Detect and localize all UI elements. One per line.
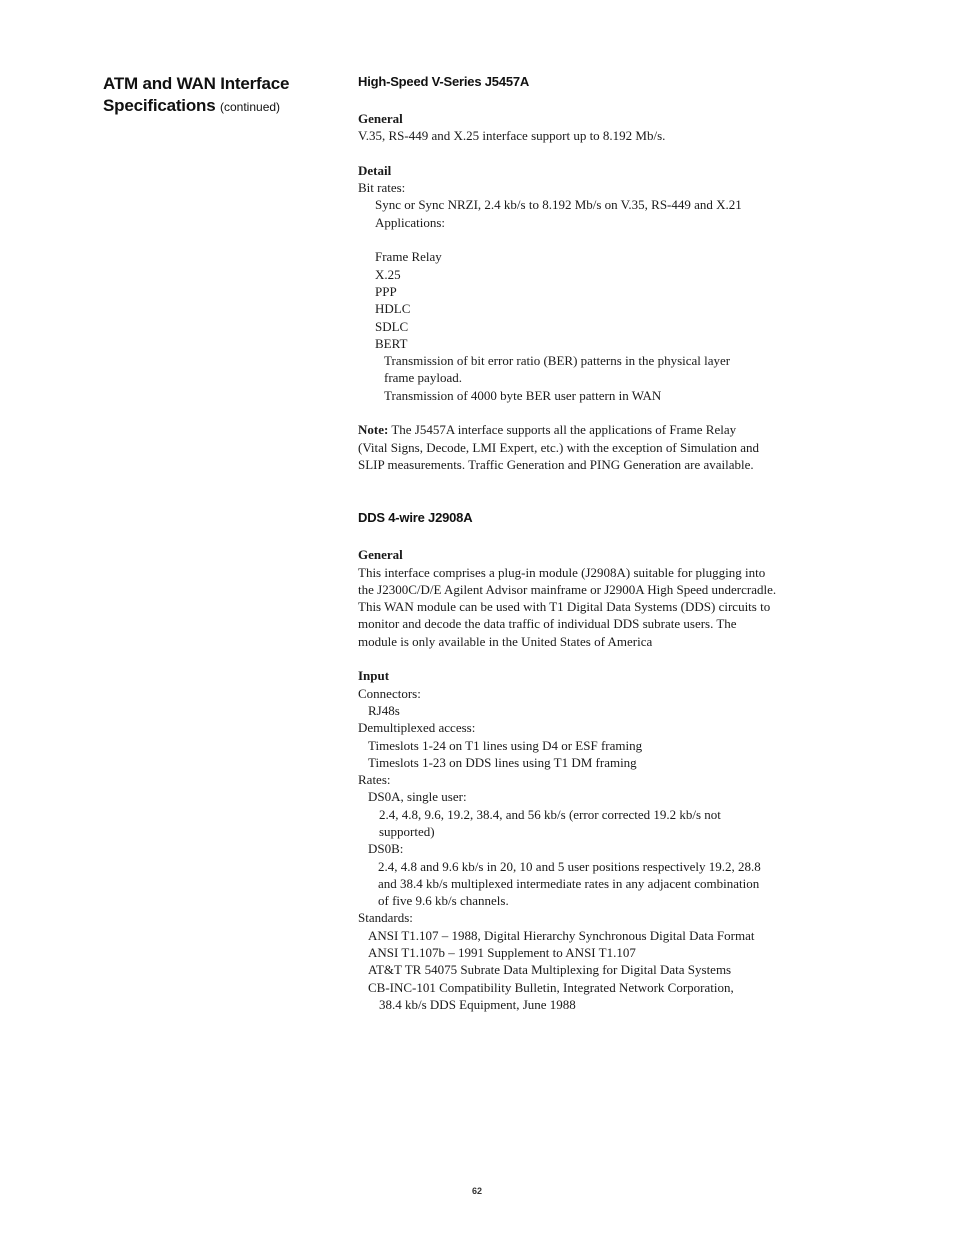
- page-number: 62: [471, 1186, 482, 1196]
- general-line: the J2300C/D/E Agilent Advisor mainframe or J2900A High Speed undercradle.: [358, 581, 777, 597]
- ds0b-line: of five 9.6 kb/s channels.: [378, 893, 509, 909]
- section-title-j5457a: High-Speed V-Series J5457A: [358, 74, 530, 89]
- demux-value: Timeslots 1-24 on T1 lines using D4 or ESF framing: [368, 737, 643, 753]
- application-item: BERT: [375, 335, 408, 351]
- detail-heading: Detail: [358, 162, 392, 178]
- general-line: This WAN module can be used with T1 Digital Data Systems (DDS) circuits to: [358, 599, 771, 615]
- standards-label: Standards:: [358, 910, 413, 926]
- bit-rates-value: Sync or Sync NRZI, 2.4 kb/s to 8.192 Mb/s on V.35, RS-449 and X.21: [375, 197, 742, 213]
- bert-detail: frame payload.: [384, 370, 462, 386]
- continued-label: (continued): [220, 100, 281, 114]
- ds0a-label: DS0A, single user:: [368, 789, 467, 805]
- section-j5457a: [358, 73, 848, 473]
- note-label: Note:: [358, 422, 389, 438]
- ds0a-line: 2.4, 4.8, 9.6, 19.2, 38.4, and 56 kb/s (error corrected 19.2 kb/s not: [379, 806, 721, 822]
- general-line: monitor and decode the data traffic of individual DDS subrate users. The: [358, 616, 737, 632]
- sidebar-heading: [103, 73, 343, 118]
- ds0b-line: and 38.4 kb/s multiplexed intermediate rates in any adjacent combination: [378, 875, 760, 891]
- connectors-value: RJ48s: [368, 702, 400, 718]
- ds0a-line: supported): [379, 823, 435, 839]
- heading-specifications: Specifications: [103, 96, 216, 115]
- demux-value: Timeslots 1-23 on DDS lines using T1 DM framing: [368, 754, 637, 770]
- heading-line-1: ATM and WAN Interface: [103, 74, 290, 93]
- application-item: X.25: [375, 266, 401, 282]
- note-line: (Vital Signs, Decode, LMI Expert, etc.) with the exception of Simulation and: [358, 439, 760, 455]
- application-item: HDLC: [375, 301, 411, 317]
- general-line: This interface comprises a plug-in module (J2908A) suitable for plugging into: [358, 564, 766, 580]
- input-heading: Input: [358, 668, 390, 684]
- connectors-label: Connectors:: [358, 685, 421, 701]
- standard-item-continued: 38.4 kb/s DDS Equipment, June 1988: [379, 996, 576, 1012]
- rates-label: Rates:: [358, 772, 391, 788]
- heading-line-2: [103, 95, 343, 118]
- ds0b-label: DS0B:: [368, 841, 404, 857]
- bert-detail: Transmission of 4000 byte BER user pattern in WAN: [384, 387, 662, 403]
- section-title-j2908a: DDS 4-wire J2908A: [358, 510, 473, 526]
- general-text: V.35, RS-449 and X.25 interface support up to 8.192 Mb/s.: [358, 128, 666, 144]
- bert-detail: Transmission of bit error ratio (BER) patterns in the physical layer: [384, 353, 731, 369]
- note-line: [358, 421, 848, 438]
- application-item: SDLC: [375, 318, 409, 334]
- standard-item: CB-INC-101 Compatibility Bulletin, Integrated Network Corporation,: [368, 979, 734, 995]
- standard-item: ANSI T1.107b – 1991 Supplement to ANSI T1.107: [368, 945, 636, 961]
- general-heading: General: [358, 547, 403, 563]
- section-j2908a: [358, 509, 848, 1013]
- applications-label: Applications:: [375, 214, 446, 230]
- demux-label: Demultiplexed access:: [358, 720, 476, 736]
- standard-item: ANSI T1.107 – 1988, Digital Hierarchy Synchronous Digital Data Format: [368, 927, 755, 943]
- ds0b-line: 2.4, 4.8 and 9.6 kb/s in 20, 10 and 5 user positions respectively 19.2, 28.8: [378, 858, 761, 874]
- bit-rates-label: Bit rates:: [358, 180, 406, 196]
- main-content: [358, 73, 848, 1013]
- application-item: PPP: [375, 283, 397, 299]
- general-line: module is only available in the United States of America: [358, 633, 653, 649]
- note-text: The J5457A interface supports all the applications of Frame Relay: [391, 422, 737, 438]
- note-line: SLIP measurements. Traffic Generation and PING Generation are available.: [358, 456, 754, 472]
- standard-item: AT&T TR 54075 Subrate Data Multiplexing for Digital Data Systems: [368, 962, 732, 978]
- general-heading: General: [358, 111, 403, 126]
- application-item: Frame Relay: [375, 249, 442, 265]
